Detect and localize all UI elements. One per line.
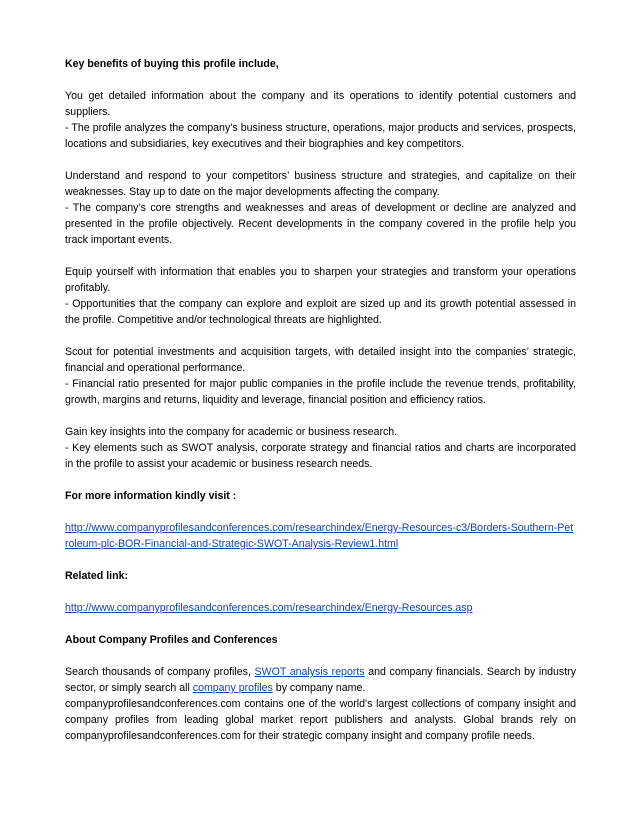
about-heading: About Company Profiles and Conferences xyxy=(65,634,278,646)
benefit-5-intro: Gain key insights into the company for academic or business research. xyxy=(65,426,398,438)
benefit-3-intro: Equip yourself with information that enables you to sharpen your strategies and transform your operations profitably. xyxy=(65,266,576,294)
about-paragraph xyxy=(65,664,576,696)
related-link-heading: Related link: xyxy=(65,570,128,582)
about-text-3: by company name. xyxy=(272,682,366,694)
benefit-1-intro: You get detailed information about the company and its operations to identify potential customers and suppliers. xyxy=(65,90,576,118)
swot-reports-link[interactable]: SWOT analysis reports xyxy=(254,666,365,678)
benefit-5-detail: - Key elements such as SWOT analysis, corporate strategy and financial ratios and charts are incorporated in the profile to assist your academic or business research needs. xyxy=(65,442,576,470)
company-profiles-link[interactable]: company profiles xyxy=(192,682,273,694)
about-text-1: Search thousands of company profiles, xyxy=(65,666,255,678)
more-info-heading: For more information kindly visit : xyxy=(65,490,237,502)
related-link-paragraph xyxy=(65,600,576,616)
more-info-link[interactable]: http://www.companyprofilesandconferences.com/researchindex/Energy-Resources-c3/Borders-Southern-Petroleum-plc-BOR-Financial-and-Strategic-SWOT-Analysis-Review1.html xyxy=(65,522,574,550)
benefit-4-intro: Scout for potential investments and acquisition targets, with detailed insight into the companies’ strategic, financial and operational performance. xyxy=(65,346,576,374)
benefits-heading: Key benefits of buying this profile include, xyxy=(65,58,279,70)
more-info-paragraph xyxy=(65,520,576,552)
benefit-4-detail: - Financial ratio presented for major public companies in the profile include the revenue trends, profitability, growth, margins and returns, liquidity and leverage, financial position and efficiency ratios. xyxy=(65,378,576,406)
related-link[interactable]: http://www.companyprofilesandconferences.com/researchindex/Energy-Resources.asp xyxy=(65,602,473,614)
benefit-2-detail: - The company’s core strengths and weaknesses and areas of development or decline are analyzed and presented in the profile objectively. Recent developments in the company covered in the profile help you track important events. xyxy=(65,202,576,246)
benefit-1-detail: - The profile analyzes the company’s business structure, operations, major products and services, prospects, locations and subsidiaries, key executives and their biographies and key competitors. xyxy=(65,122,576,150)
benefit-3-detail: - Opportunities that the company can explore and exploit are sized up and its growth potential assessed in the profile. Competitive and/or technological threats are highlighted. xyxy=(65,298,576,326)
about-description: companyprofilesandconferences.com contains one of the world's largest collections of company insight and company profiles from leading global market report publishers and analysts. Global brands rely on companyprofilesandconferences.com for their strategic company insight and company profile needs. xyxy=(65,698,576,742)
benefit-2-intro: Understand and respond to your competitors’ business structure and strategies, and capitalize on their weaknesses. Stay up to date on the major developments affecting the company. xyxy=(65,170,576,198)
about-text-2: and company financials. Search by industry sector, or simply search all xyxy=(65,666,576,694)
